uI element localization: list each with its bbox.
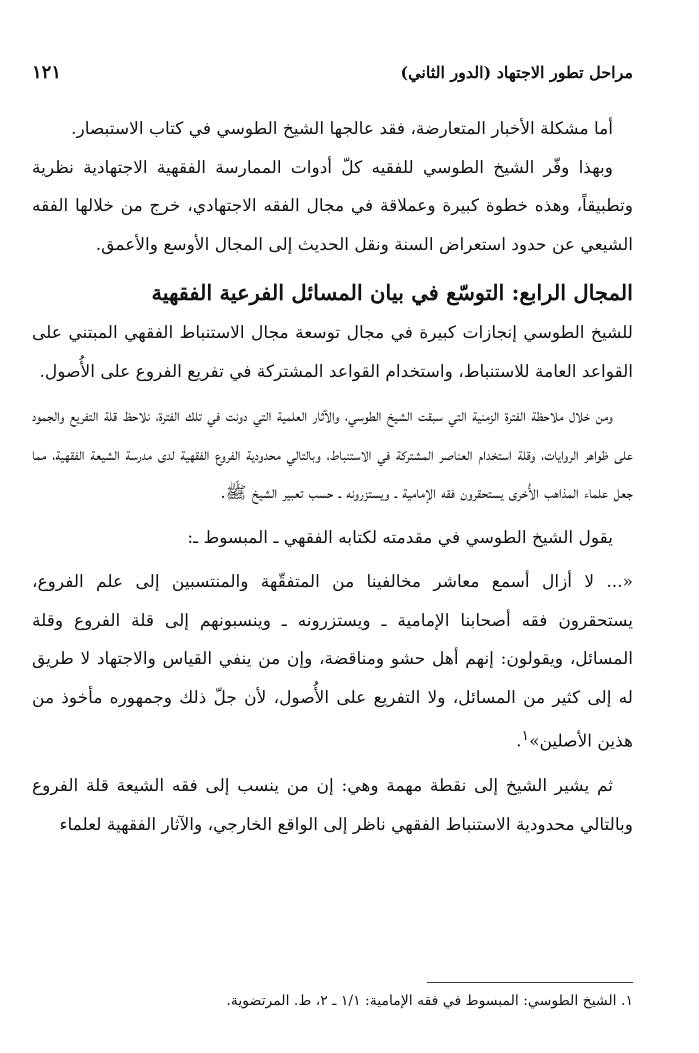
paragraph-4: ومن خلال ملاحظة الفترة الزمنية التي سبقت الشيخ الطوسي، والآثار العلمية التي دونت في تلك الفترة، نلاحظ قلة التفريع والجمود على ظواهر الروايات، وقلة استخدام العناصر المشتركة في الاستنباط، وبالتالي محدودية الفروع الفقهية لدى مدرسة الشيعة الفقهية، مما جعل علماء المذاهب الأُخرى يستحقرون فقه الإمامية ـ ويستزرونه ـ حسب تعبير الشيخ ﷺ. [32,406,633,503]
page-header [32,62,633,83]
section-heading: المجال الرابع: التوسّع في بيان المسائل الفرعية الفقهية [151,280,633,305]
paragraph-2: وبهذا وفّر الشيخ الطوسي للفقيه كلّ أدوات الممارسة الفقهية الاجتهادية نظرية وتطبيقاً، وهذه خطوة كبيرة وعملاقة في مجال الفقه الاجتهادي، خرج من خلالها الفقه الشيعي عن حدود استعراض السنة ونقل الحديث إلى المجال الأوسع والأعمق. [32,157,633,255]
page-number: ١٢١ [32,62,62,83]
paragraph-7: ثم يشير الشيخ إلى نقطة مهمة وهي: إن من ينسب إلى فقه الشيعة قلة الفروع وبالتالي محدودية الاستنباط الفقهي ناظر إلى الواقع الخارجي، والآثار الفقهية لعلماء [32,776,633,835]
quotation-text: «... لا أزال أسمع معاشر مخالفينا من المتفقّهة والمنتسبين إلى علم الفروع، يستحقرون فقه أصحابنا الإمامية ـ ويستزرونه ـ وينسبونهم إلى قلة الفروع وقلة المسائل، ويقولون: إنهم أهل حشو ومناقضة، وإن من ينفي القياس والاجتهاد لا طريق له إلى كثير من المسائل، ولا التفريع على الأُصول، لأن جلّ ذلك وجمهوره مأخوذ من هذين الأصلين» [32,572,633,752]
footnote: ١. الشيخ الطوسي: المبسوط في فقه الإمامية: ١/١ ـ ٢، ط. المرتضوية. [226,993,633,1009]
quotation-end: . [516,731,522,752]
main-text [32,110,633,844]
paragraph-5: يقول الشيخ الطوسي في مقدمته لكتابه الفقهي ـ المبسوط ـ: [187,527,613,548]
footnote-divider [427,982,633,983]
running-title: مراحل تطور الاجتهاد (الدور الثاني) [400,63,633,82]
paragraph-3: للشيخ الطوسي إنجازات كبيرة في مجال توسعة مجال الاستنباط الفقهي المبتني على القواعد العامة للاستنباط، واستخدام القواعد المشتركة في تفريع الفروع على الأُصول. [32,323,633,382]
footnote-reference: ١ [521,728,530,744]
quotation-paragraph [32,563,633,761]
paragraph-1: أما مشكلة الأخبار المتعارضة، فقد عالجها الشيخ الطوسي في كتاب الاستبصار. [71,119,613,139]
